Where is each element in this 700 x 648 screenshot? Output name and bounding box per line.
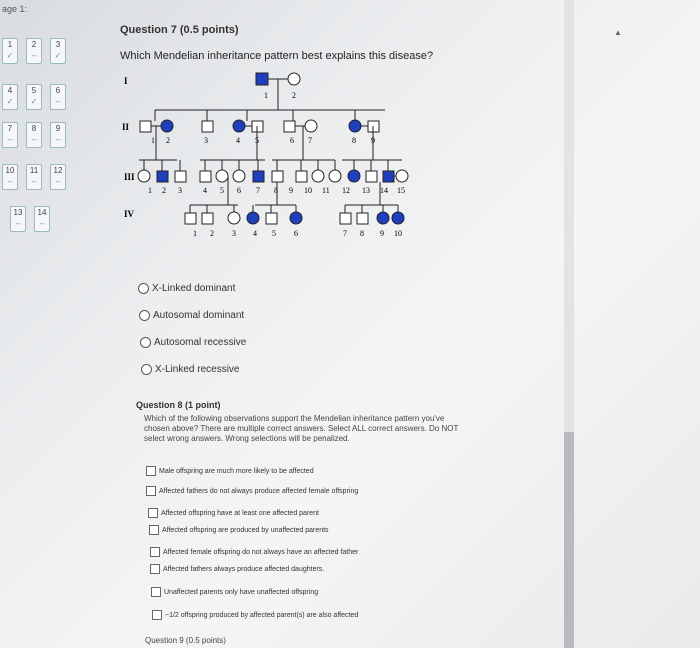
nav-question-6[interactable]: 6 -- <box>50 84 66 110</box>
nav-question-11[interactable]: 11 -- <box>26 164 42 190</box>
gen3-number: 3 <box>178 186 182 195</box>
check-icon: ✓ <box>6 97 14 106</box>
gen3-number: 15 <box>397 186 405 195</box>
gen2-number: 6 <box>290 136 294 145</box>
gen3-number: 9 <box>289 186 293 195</box>
checkbox[interactable] <box>146 486 156 496</box>
nav-question-12[interactable]: 12 -- <box>50 164 66 190</box>
gen4-number: 8 <box>360 229 364 238</box>
gen4-number: 4 <box>253 229 257 238</box>
radio-button[interactable] <box>139 310 150 321</box>
dash-icon: -- <box>31 135 37 144</box>
gen3-number: 2 <box>162 186 166 195</box>
checkbox[interactable] <box>151 587 161 597</box>
gen3-number: 8 <box>274 186 278 195</box>
gen3-male-14 <box>383 171 394 182</box>
gen3-male-8 <box>272 171 283 182</box>
gen2-number: 4 <box>236 136 240 145</box>
dash-icon: -- <box>55 97 61 106</box>
gen3-number: 14 <box>380 186 388 195</box>
gen4-male-5 <box>266 213 277 224</box>
page-label: age 1: <box>2 4 28 14</box>
checkbox[interactable] <box>152 610 162 620</box>
gen3-female-11 <box>329 170 341 182</box>
dash-icon: -- <box>31 177 37 186</box>
scroll-up-icon[interactable]: ▲ <box>614 28 622 37</box>
gen2-male-1 <box>140 121 151 132</box>
gen3-female-10 <box>312 170 324 182</box>
checkbox[interactable] <box>148 508 158 518</box>
gen4-female-6 <box>290 212 302 224</box>
gen-label-I: I <box>124 76 128 86</box>
gen4-female-4 <box>247 212 259 224</box>
checkbox[interactable] <box>149 525 159 535</box>
gen2-number: 8 <box>352 136 356 145</box>
gen3-male-2 <box>157 171 168 182</box>
check-icon: ✓ <box>6 51 14 60</box>
question-9-title: Question 9 (0.5 points) <box>145 636 226 645</box>
radio-button[interactable] <box>140 337 151 348</box>
gen1-number: 1 <box>264 91 268 100</box>
gen4-male-7 <box>340 213 351 224</box>
nav-question-4[interactable]: 4 ✓ <box>2 84 18 110</box>
dash-icon: -- <box>15 219 21 228</box>
gen-label-IV: IV <box>124 209 135 219</box>
gen2-number: 3 <box>204 136 208 145</box>
nav-question-7[interactable]: 7 -- <box>2 122 18 148</box>
dash-icon: -- <box>7 177 13 186</box>
gen3-number: 11 <box>322 186 330 195</box>
checkbox-option-4[interactable]: Affected offspring are produced by unaffected parents <box>149 525 329 535</box>
gen2-male-6 <box>284 121 295 132</box>
dash-icon: -- <box>55 135 61 144</box>
gen4-male-2 <box>202 213 213 224</box>
checkbox-option-7[interactable]: Unaffected parents only have unaffected offspring <box>151 587 318 597</box>
nav-question-9[interactable]: 9 -- <box>50 122 66 148</box>
dash-icon: -- <box>55 177 61 186</box>
gen2-number: 9 <box>371 136 375 145</box>
gen3-number: 12 <box>342 186 350 195</box>
nav-question-14[interactable]: 14 -- <box>34 206 50 232</box>
gen1-female-2 <box>288 73 300 85</box>
checkbox[interactable] <box>146 466 156 476</box>
dash-icon: -- <box>7 135 13 144</box>
gen1-male-1 <box>256 73 268 85</box>
checkbox-option-1[interactable]: Male offspring are much more likely to be affected <box>146 466 314 476</box>
checkbox-option-5[interactable]: Affected female offspring do not always have an affected father <box>150 547 358 557</box>
nav-question-1[interactable]: 1 ✓ <box>2 38 18 64</box>
gen2-female-8 <box>349 120 361 132</box>
checkbox[interactable] <box>150 547 160 557</box>
gen3-male-7 <box>253 171 264 182</box>
gen3-male-13 <box>366 171 377 182</box>
gen2-female-7 <box>305 120 317 132</box>
gen4-number: 7 <box>343 229 347 238</box>
question-8-text: Which of the following observations support the Mendelian inheritance pattern you've chosen above? There are multiple correct answers. Select ALL correct answers. Do NOT select wrong answers. Wrong selections will be penalized. <box>144 414 459 443</box>
radio-button[interactable] <box>141 364 152 375</box>
gen3-female-12 <box>348 170 360 182</box>
gen4-number: 5 <box>272 229 276 238</box>
question-7-title: Question 7 (0.5 points) <box>120 24 239 36</box>
gen4-number: 1 <box>193 229 197 238</box>
nav-question-5[interactable]: 5 ✓ <box>26 84 42 110</box>
radio-button[interactable] <box>138 283 149 294</box>
gen2-number: 1 <box>151 136 155 145</box>
check-icon: ✓ <box>30 97 38 106</box>
gen4-number: 3 <box>232 229 236 238</box>
gen4-number: 2 <box>210 229 214 238</box>
gen3-male-3 <box>175 171 186 182</box>
gen4-number: 6 <box>294 229 298 238</box>
option-x-linked-dominant[interactable]: X-Linked dominant <box>138 283 235 294</box>
nav-question-8[interactable]: 8 -- <box>26 122 42 148</box>
gen4-male-8 <box>357 213 368 224</box>
pedigree-chart <box>0 0 560 260</box>
gen4-number: 10 <box>394 229 402 238</box>
gen3-number: 1 <box>148 186 152 195</box>
gen2-number: 5 <box>255 136 259 145</box>
question-8-title: Question 8 (1 point) <box>136 400 221 410</box>
gen3-male-4 <box>200 171 211 182</box>
nav-question-10[interactable]: 10 -- <box>2 164 18 190</box>
gen3-number: 4 <box>203 186 207 195</box>
gen3-number: 10 <box>304 186 312 195</box>
checkbox-option-6[interactable]: Affected fathers always produce affected daughters. <box>150 564 324 574</box>
gen2-female-2 <box>161 120 173 132</box>
option-x-linked-recessive[interactable]: X-Linked recessive <box>141 364 239 375</box>
gen4-male-1 <box>185 213 196 224</box>
gen3-number: 5 <box>220 186 224 195</box>
gen4-female-9 <box>377 212 389 224</box>
scrollbar-thumb[interactable] <box>564 432 574 648</box>
gen2-female-4 <box>233 120 245 132</box>
gen3-female-15 <box>396 170 408 182</box>
dash-icon: -- <box>39 219 45 228</box>
nav-question-2[interactable]: 2 -- <box>26 38 42 64</box>
dash-icon: -- <box>31 51 37 60</box>
gen3-female-6 <box>233 170 245 182</box>
checkbox-option-8[interactable]: ~1/2 offspring produced by affected parent(s) are also affected <box>152 610 358 620</box>
gen3-number: 6 <box>237 186 241 195</box>
check-icon: ✓ <box>54 51 62 60</box>
question-7-text: Which Mendelian inheritance pattern best explains this disease? <box>120 50 434 62</box>
gen3-male-9 <box>296 171 307 182</box>
checkbox-option-2[interactable]: Affected fathers do not always produce affected female offspring <box>146 486 358 496</box>
gen4-number: 9 <box>380 229 384 238</box>
nav-question-13[interactable]: 13 -- <box>10 206 26 232</box>
gen1-number: 2 <box>292 91 296 100</box>
option-autosomal-dominant[interactable]: Autosomal dominant <box>139 310 244 321</box>
gen4-female-10 <box>392 212 404 224</box>
gen3-number: 13 <box>362 186 370 195</box>
gen-label-II: II <box>122 122 130 132</box>
checkbox-option-3[interactable]: Affected offspring have at least one affected parent <box>148 508 319 518</box>
gen4-female-3 <box>228 212 240 224</box>
gen3-female-5 <box>216 170 228 182</box>
nav-question-3[interactable]: 3 ✓ <box>50 38 66 64</box>
option-autosomal-recessive[interactable]: Autosomal recessive <box>140 337 246 348</box>
checkbox[interactable] <box>150 564 160 574</box>
gen-label-III: III <box>124 172 135 182</box>
gen2-number: 7 <box>308 136 312 145</box>
gen2-number: 2 <box>166 136 170 145</box>
gen2-male-3 <box>202 121 213 132</box>
gen3-number: 7 <box>256 186 260 195</box>
gen3-female-1 <box>138 170 150 182</box>
